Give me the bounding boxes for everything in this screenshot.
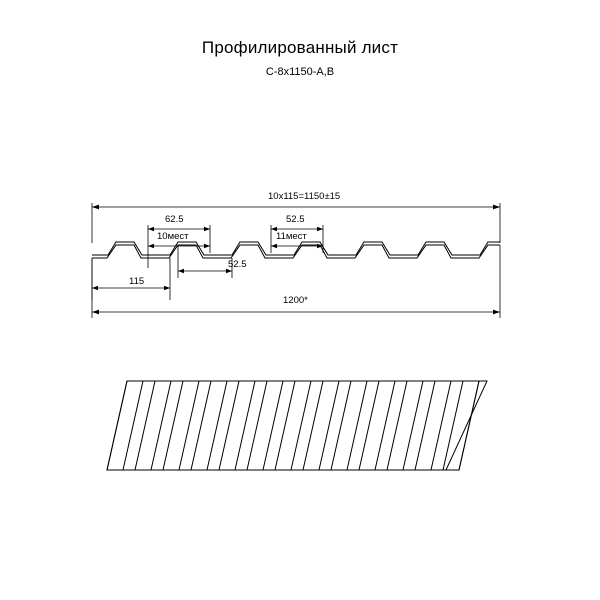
dimension-rib-width (178, 245, 232, 278)
isometric-profile-sheet (107, 381, 487, 470)
label-height: 115 (129, 276, 145, 287)
dimension-total-width (92, 245, 500, 318)
label-count-right: 11мест (276, 231, 307, 242)
label-count-left: 10мест (157, 231, 189, 242)
page-subtitle: С-8х1150-А,В (265, 66, 335, 78)
label-rib-width: 52.5 (228, 259, 247, 270)
label-total-width: 1200* (283, 295, 308, 306)
label-pitch-left: 62.5 (165, 214, 184, 225)
label-pitch-right: 52.5 (286, 214, 305, 225)
label-overall: 10х115=1150±15 (268, 191, 341, 202)
page-title: Профилированный лист (201, 38, 399, 57)
